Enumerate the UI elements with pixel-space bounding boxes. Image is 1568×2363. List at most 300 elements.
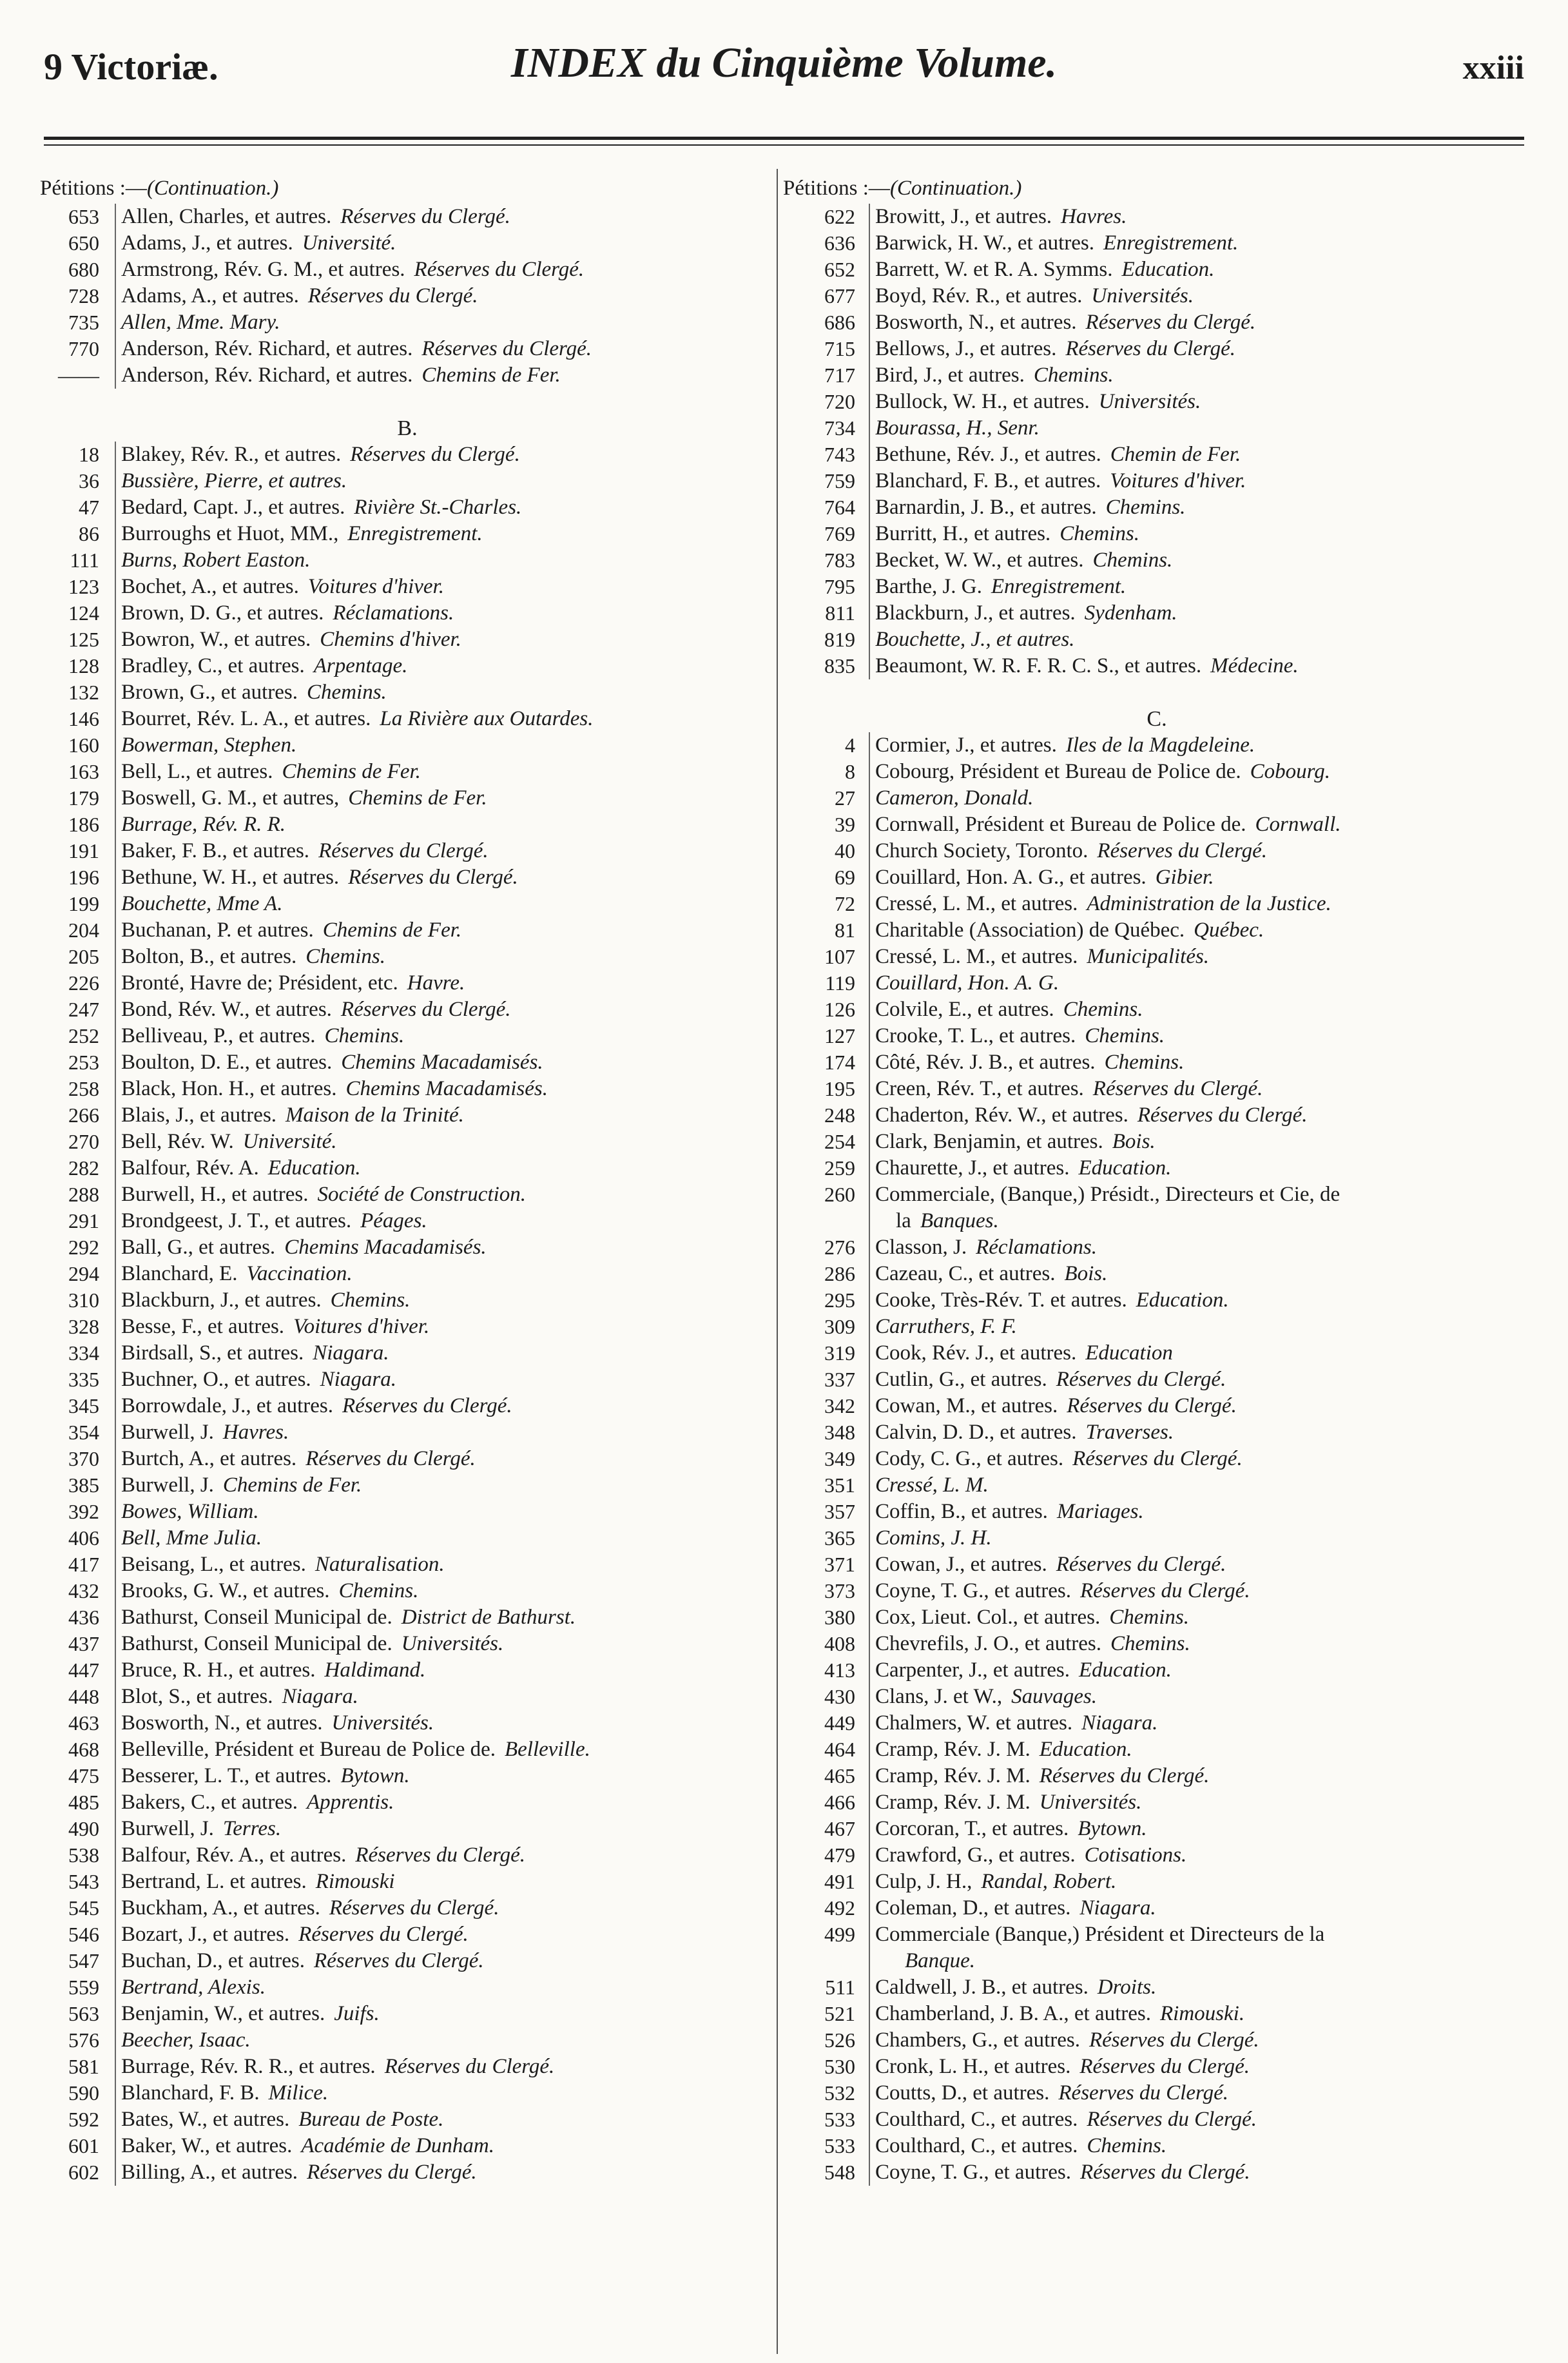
subject: Réserves du Clergé. [1058,2081,1229,2105]
petitioner-name: Adams, J., et autres. [121,231,293,255]
index-entry [40,1578,775,1604]
index-entry [40,2027,775,2054]
entry-text [869,415,1040,442]
subject: Niagara. [282,1685,358,1708]
petition-number: 258 [68,1077,99,1100]
entry-text [869,1789,1141,1816]
index-entry [40,1340,775,1366]
petition-number: 163 [68,760,99,783]
index-entry [40,2106,775,2133]
petition-number: 253 [68,1051,99,1074]
entry-text [115,1023,404,1049]
entry-text [115,1287,410,1314]
subject: Chemins. [1033,364,1114,387]
petitioner-name: Barwick, H. W., et autres. [875,231,1095,255]
entry-text [869,1340,1173,1366]
subject: Chemins. [1109,1606,1189,1629]
index-entry [40,1234,775,1261]
index-entry [783,574,1531,600]
index-entry [783,1657,1531,1684]
section-letter: C. [1147,707,1167,731]
petition-number: 764 [824,496,855,519]
subject: Chemins. [307,681,387,704]
petition-number: 680 [68,258,99,281]
subject: Réserves du Clergé. [1137,1104,1308,1127]
entry-text [869,785,1033,812]
petition-number: 769 [824,522,855,545]
left-column [40,173,775,2186]
petition-number: 432 [68,1579,99,1602]
index-entry [783,442,1531,468]
entry-text [115,600,454,627]
index-entry [40,1499,775,1525]
index-entry [40,204,775,230]
entry-text [115,1736,590,1763]
entry-text [115,1446,476,1472]
subject: Universités. [401,1632,504,1655]
petition-number: 328 [68,1315,99,1338]
petitioner-name: Burrage, Rév. R. R. [121,813,286,836]
entry-text [115,2106,443,2133]
petitioner-name: Blackburn, J., et autres. [875,601,1076,625]
index-entry [783,1419,1531,1446]
entry-text [869,1763,1209,1789]
entry-text [869,1129,1156,1155]
entry-text [115,1102,464,1129]
subject: Niagara. [320,1368,396,1391]
petition-number: 72 [835,892,855,915]
index-entry [783,1076,1531,1102]
petitioner-name: Blanchard, F. B., et autres. [875,469,1101,492]
subject: Réserves du Clergé. [1079,2055,1250,2078]
subject: Chemins. [1063,998,1143,1021]
petition-number: 795 [824,575,855,598]
petition-number: 351 [824,1473,855,1497]
petitioner-name: Bertrand, Alexis. [121,1976,266,1999]
petition-number: 653 [68,205,99,228]
continuation-text: la [896,1209,911,1232]
index-entry [783,1763,1531,1789]
index-entry [783,732,1531,759]
index-entry [40,547,775,574]
petition-number: 226 [68,971,99,995]
subject: Sydenham. [1084,601,1177,625]
index-entry [40,944,775,970]
subject: Péages. [360,1209,427,1232]
index-entry [783,759,1531,785]
petition-number: 334 [68,1341,99,1365]
petitioner-name: Bethune, Rév. J., et autres. [875,443,1101,466]
petition-number: 811 [825,601,855,625]
petitioner-name: Bond, Rév. W., et autres. [121,998,332,1021]
petitioner-name: Becket, W. W., et autres. [875,549,1084,572]
subject: Belleville. [505,1738,590,1761]
petitioner-name: Culp, J. H., [875,1870,973,1893]
petition-number: 266 [68,1104,99,1127]
subject: Enregistrement. [1103,231,1239,255]
petition-number: 294 [68,1262,99,1285]
entry-text [115,362,561,389]
entry-text [115,1869,395,1895]
petition-number: 547 [68,1949,99,1972]
index-entry [40,1287,775,1314]
entry-text [869,653,1299,679]
petitioner-name: Church Society, Toronto. [875,839,1089,862]
entry-text [869,2133,1166,2159]
page-title: INDEX du Cinquième Volume. [510,39,1058,86]
petitioner-name: Bozart, J., et autres. [121,1923,290,1946]
petitioner-name: Belleville, Président et Bureau de Police de. [121,1738,496,1761]
entry-text [115,230,396,257]
entry-text [869,494,1185,521]
index-entry [783,468,1531,494]
index-entry [783,283,1531,309]
petitioner-name: Coleman, D., et autres. [875,1896,1071,1920]
petition-number: 199 [68,892,99,915]
entry-text [115,2001,380,2027]
petition-number: 743 [824,443,855,466]
index-entry [783,1789,1531,1816]
index-entry [40,891,775,917]
entry-text [869,997,1143,1023]
subject: Havres. [222,1421,289,1444]
index-entry [40,1419,775,1446]
entry-text [115,1393,512,1419]
petitioner-name: Birdsall, S., et autres. [121,1341,304,1365]
index-entry [783,785,1531,812]
subject: Réserves du Clergé. [1097,839,1268,862]
entry-text [115,257,584,283]
petitioner-name: Bellows, J., et autres. [875,337,1057,360]
entry-text [869,309,1255,336]
subject: Voitures d'hiver. [1110,469,1246,492]
entry-text [869,204,1127,230]
entry-text [869,1604,1189,1631]
subject: Bytown. [1078,1817,1147,1840]
petition-number: 191 [68,839,99,862]
petition-number: 337 [824,1368,855,1391]
petitioner-name: Burrage, Rév. R. R., et autres. [121,2055,376,2078]
entry-text [869,600,1177,627]
subject: Cobourg. [1250,760,1330,783]
subject: Mariages. [1056,1500,1144,1523]
petition-number: 128 [68,654,99,677]
petition-number: 734 [824,416,855,440]
index-entry [783,1472,1531,1499]
subject: Iles de la Magdeleine. [1065,734,1255,757]
petition-number: 546 [68,1923,99,1946]
petition-number: 468 [68,1738,99,1761]
entry-text [115,1419,289,1446]
entry-text [115,1314,429,1340]
petition-number: 819 [824,628,855,651]
index-entry [783,1261,1531,1287]
subject: Education. [1039,1738,1132,1761]
index-entry [40,1763,775,1789]
index-entry [783,1710,1531,1736]
entry-text [869,2106,1257,2133]
subject: Bytown. [340,1764,410,1787]
index-entry [783,1499,1531,1525]
petitioner-name: Burritt, H., et autres. [875,522,1051,545]
entry-text [115,1842,525,1869]
entry-text [869,1314,1017,1340]
petition-number: 417 [68,1553,99,1576]
index-entry [783,1631,1531,1657]
petition-number: 248 [824,1104,855,1127]
petitioner-name: Bathurst, Conseil Municipal de. [121,1632,392,1655]
index-entry [40,627,775,653]
index-entry [40,1393,775,1419]
entry-text [115,468,347,494]
subject: Droits. [1097,1976,1157,1999]
index-entry [40,521,775,547]
petition-number: 8 [845,760,855,783]
entry-text [115,679,387,706]
subject: Réserves du Clergé. [348,866,518,889]
index-entry [783,1736,1531,1763]
petition-number: 728 [68,284,99,307]
entry-text [869,1948,975,1974]
subject: Réserves du Clergé. [340,998,511,1021]
entry-text [115,1895,499,1921]
index-entry [783,1948,1531,1974]
petitioner-name: Barthe, J. G. [875,575,982,598]
subject: Sauvages. [1011,1685,1097,1708]
petition-number: 475 [68,1764,99,1787]
entry-text [115,574,444,600]
entry-text [869,1102,1307,1129]
petitioner-name: Cramp, Rév. J. M. [875,1764,1031,1787]
petition-number: 532 [824,2081,855,2105]
petition-number: 252 [68,1024,99,1047]
index-entry [40,2133,775,2159]
petitioner-name: Coyne, T. G., et autres. [875,2161,1071,2184]
petition-number: 602 [68,2161,99,2184]
entry-text [869,1631,1190,1657]
petition-number: 406 [68,1526,99,1550]
entry-text [115,1525,262,1551]
petition-number: 601 [68,2134,99,2157]
entry-text [115,1261,353,1287]
petition-number: 335 [68,1368,99,1391]
subject: Chemins de Fer. [348,786,487,810]
petition-number: 260 [824,1183,855,1206]
subject: Banques. [920,1209,999,1232]
index-entry [783,1446,1531,1472]
petitioner-name: Coutts, D., et autres. [875,2081,1050,2105]
index-entry [40,257,775,283]
petition-number: 196 [68,866,99,889]
entry-text [115,1499,259,1525]
petitioner-name: Bouchette, J., et autres. [875,628,1075,651]
entry-text [115,1631,503,1657]
index-entry [783,2080,1531,2106]
index-entry [40,759,775,785]
petitioner-name: Blackburn, J., et autres. [121,1288,322,1312]
petition-number: 559 [68,1976,99,1999]
index-entry [783,917,1531,944]
subject: Réserves du Clergé. [1079,1579,1250,1602]
petitioner-name: Côté, Rév. J. B., et autres. [875,1051,1096,1074]
petition-number: 413 [824,1658,855,1682]
petitioner-name: Cressé, L. M., et autres. [875,945,1078,968]
petitioner-name: Coulthard, C., et autres. [875,2108,1078,2131]
petition-number: 563 [68,2002,99,2025]
index-entry [40,1472,775,1499]
index-entry [40,1261,775,1287]
entry-text [115,442,520,468]
heading-continuation: (Continuation.) [146,177,279,200]
entry-text [115,759,421,785]
subject: Réserves du Clergé. [1087,2108,1257,2131]
entry-text [869,944,1209,970]
index-entry [40,600,775,627]
index-entry [783,600,1531,627]
petitioner-name: Comins, J. H. [875,1526,992,1550]
petitioner-name: Benjamin, W., et autres. [121,2002,325,2025]
petition-number: 310 [68,1288,99,1312]
index-entry [40,1023,775,1049]
petition-number: 365 [824,1526,855,1550]
petition-number: 107 [824,945,855,968]
entry-text [869,1393,1237,1419]
subject: Education. [1136,1288,1229,1312]
index-entry [783,653,1531,679]
petitioner-name: Barnardin, J. B., et autres. [875,496,1097,519]
entry-text [869,1525,992,1551]
subject: Réserves du Clergé. [1067,1394,1237,1417]
entry-text [115,1155,361,1182]
index-entry [40,468,775,494]
petitioner-name: Cornwall, Président et Bureau de Police de. [875,813,1246,836]
entry-text [869,2027,1259,2054]
subject: Education. [1078,1156,1172,1180]
petitioner-name: Coyne, T. G., et autres. [875,1579,1071,1602]
entry-text [869,2159,1250,2186]
entry-text [869,864,1214,891]
petition-number: 146 [68,707,99,730]
petitioner-name: Belliveau, P., et autres. [121,1024,316,1047]
petitioner-name: Brown, G., et autres. [121,681,298,704]
index-entry [783,1314,1531,1340]
index-entry [40,1446,775,1472]
page-header [0,0,1568,135]
petition-number: 576 [68,2028,99,2052]
index-entry [783,1604,1531,1631]
petitioner-name: Ball, G., et autres. [121,1236,276,1259]
petition-number: 652 [824,258,855,281]
subject: Rimouski. [1160,2002,1245,2025]
petitioner-name: Cressé, L. M. [875,1473,989,1497]
entry-text [115,917,461,944]
subject: Réserves du Clergé. [329,1896,499,1920]
entry-text [869,362,1114,389]
petitioner-name: Cowan, J., et autres. [875,1553,1047,1576]
entry-text [115,653,407,679]
subject: Niagara. [313,1341,389,1365]
index-entry [783,1578,1531,1604]
subject: Randal, Robert. [981,1870,1117,1893]
entry-text [869,230,1238,257]
subject: Université. [302,231,396,255]
index-entry [783,1525,1531,1551]
petitioner-name: Chambers, G., et autres. [875,2028,1080,2052]
petition-number: 548 [824,2161,855,2184]
entry-text [115,732,296,759]
spacer [40,389,775,415]
petition-number: 291 [68,1209,99,1232]
petitioner-name: Buchan, D., et autres. [121,1949,305,1972]
entry-text [115,1684,358,1710]
petitioner-name: Bell, L., et autres. [121,760,273,783]
entry-text [869,732,1255,759]
petition-number: 160 [68,734,99,757]
petitioner-name: Boyd, Rév. R., et autres. [875,284,1083,307]
entry-text [115,283,478,309]
entry-text [869,1869,1116,1895]
entry-text [869,389,1201,415]
petition-number: 521 [824,2002,855,2025]
index-entry [783,627,1531,653]
entry-text [115,1921,469,1948]
entry-text [115,2133,494,2159]
petition-number: 392 [68,1500,99,1523]
section-letter: B. [397,416,418,440]
entry-text [115,1657,425,1684]
entry-text [869,1366,1226,1393]
index-entry [40,653,775,679]
petitioner-name: Bethune, W. H., et autres. [121,866,340,889]
entry-text [115,997,511,1023]
petition-number: 448 [68,1685,99,1708]
index-entry [783,2001,1531,2027]
petitioner-name: Coulthard, C., et autres. [875,2134,1078,2157]
petition-number: 533 [824,2108,855,2131]
index-entry [40,362,775,389]
petitioner-name: Blot, S., et autres. [121,1685,273,1708]
petitioner-name: Beisang, L., et autres. [121,1553,306,1576]
subject: Réserves du Clergé. [1065,337,1235,360]
entry-text [115,336,592,362]
petition-number: 466 [824,1791,855,1814]
subject: Réserves du Clergé. [1079,2161,1250,2184]
entry-text [869,1446,1243,1472]
petition-number: 464 [824,1738,855,1761]
index-entry [783,1684,1531,1710]
index-entry [783,1921,1531,1948]
subject: Chemins Macadamisés. [345,1077,548,1100]
index-entry [783,362,1531,389]
petition-number: 125 [68,628,99,651]
index-entry [783,1049,1531,1076]
index-entry [40,997,775,1023]
petition-number: 622 [824,205,855,228]
subject: Chemins Macadamisés. [284,1236,487,1259]
petitioner-name: Bakers, C., et autres. [121,1791,298,1814]
petitioner-name: Anderson, Rév. Richard, et autres. [121,364,413,387]
index-entry [783,997,1531,1023]
subject: Réserves du Clergé. [1085,311,1256,334]
petition-number: 430 [824,1685,855,1708]
index-entry [783,864,1531,891]
index-entry [40,917,775,944]
index-entry [783,1842,1531,1869]
subject: Education. [1121,258,1215,281]
subject: Québec. [1194,919,1264,942]
subject: Traverses. [1085,1421,1174,1444]
index-entry [783,1182,1531,1208]
